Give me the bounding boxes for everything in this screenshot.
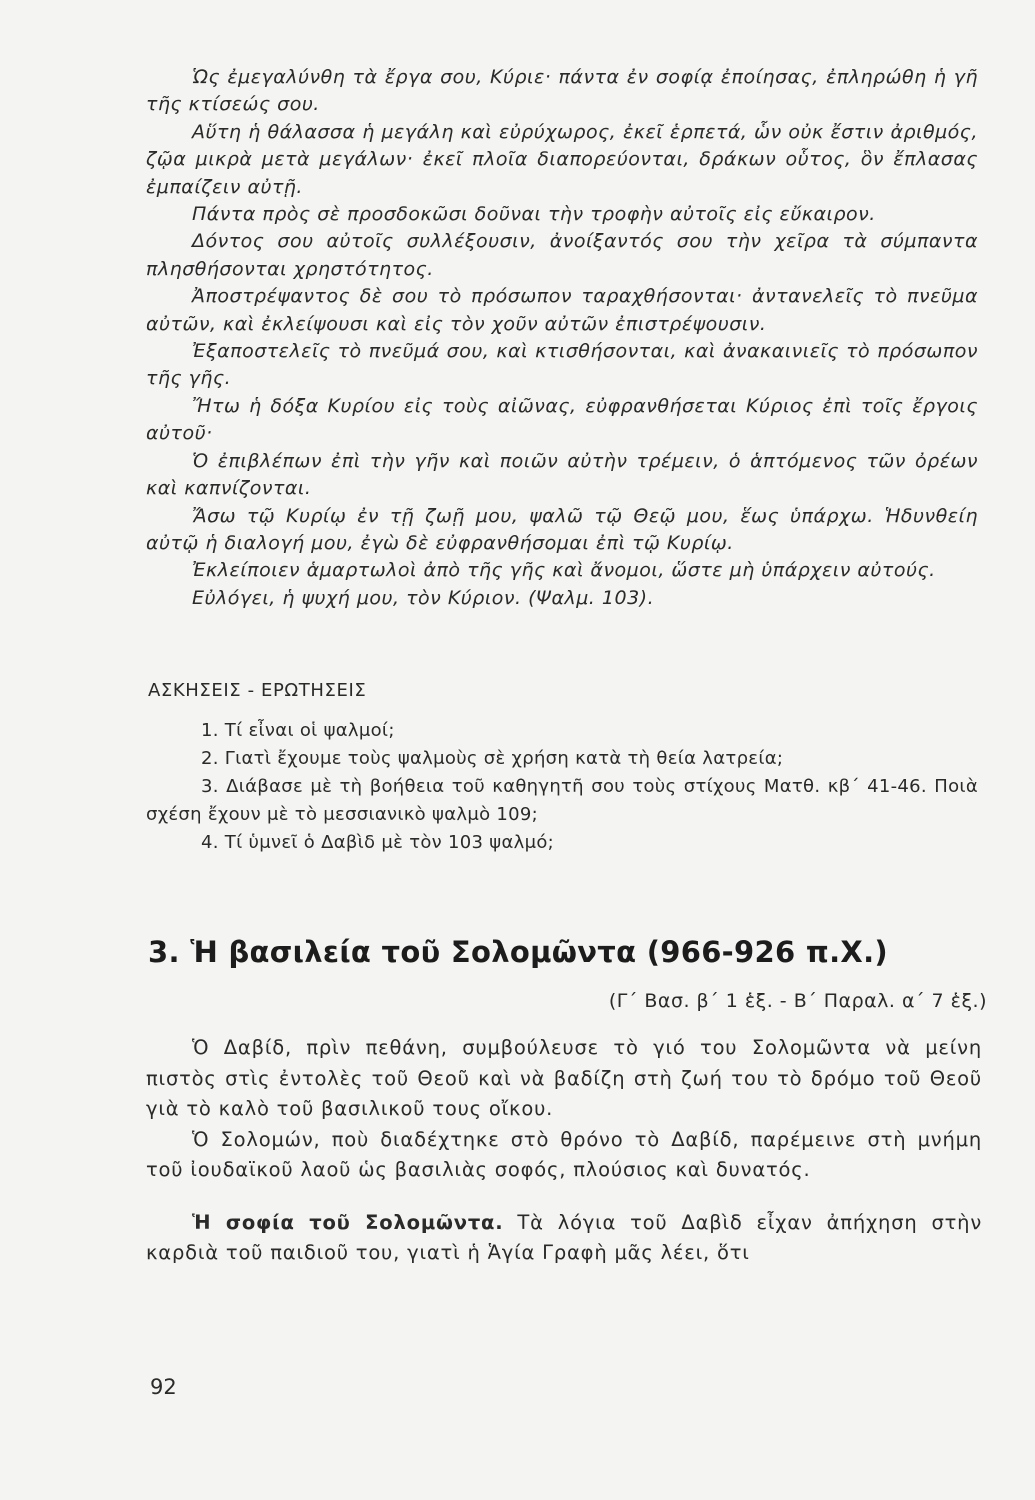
- psalm-verse: Ἄσω τῷ Κυρίῳ ἐν τῇ ζωῇ μου, ψαλῶ τῷ Θεῷ μου, ἕως ὑπάρχω. Ἡδυνθείη αὐτῷ ἡ διαλογή μου, ἐγὼ δὲ εὐφρανθήσομαι ἐπὶ τῷ Κυρίῳ.: [146, 504, 978, 554]
- psalm-verse: Ἤτω ἡ δόξα Κυρίου εἰς τοὺς αἰῶνας, εὐφρανθήσεται Κύριος ἐπὶ τοῖς ἔργοις αὐτοῦ·: [146, 394, 978, 445]
- psalm-verse: Δόντος σου αὐτοῖς συλλέξουσιν, ἀνοίξαντός σου τὴν χεῖρα τὰ σύμπαντα πλησθήσονται χρηστότητος.: [146, 230, 978, 280]
- psalm-verse: Ὡς ἐμεγαλύνθη τὰ ἔργα σου, Κύριε· πάντα ἐν σοφίᾳ ἐποίησας, ἐπληρώθη ἡ γῆ τῆς κτίσεώς σου.: [146, 66, 978, 116]
- subsection-heading: Ἡ σοφία τοῦ Σολομῶντα.: [192, 1210, 504, 1234]
- exercise-item: 4. Τί ὑμνεῖ ὁ Δαβὶδ μὲ τὸν 103 ψαλμό;: [201, 832, 555, 853]
- subsection-text: Τὰ λόγια τοῦ Δαβὶδ εἶχαν ἀπήχηση στὴν καρδιὰ τοῦ παιδιοῦ του, γιατὶ ἡ Ἁγία Γραφὴ μᾶς λέει, ὅτι: [146, 1210, 983, 1264]
- psalm-verse: Αὕτη ἡ θάλασσα ἡ μεγάλη καὶ εὐρύχωρος, ἐκεῖ ἑρπετά, ὧν οὐκ ἔστιν ἀριθμός, ζῷα μικρὰ μετὰ μεγάλων· ἐκεῖ πλοῖα διαπορεύονται, δράκων οὗτος, ὃν ἔπλασας ἐμπαίζειν αὐτῇ.: [146, 120, 978, 198]
- psalm-verse: Πάντα πρὸς σὲ προσδοκῶσι δοῦναι τὴν τροφὴν αὐτοῖς εἰς εὔκαιρον.: [192, 203, 876, 226]
- page-number: 92: [150, 1375, 177, 1399]
- psalm-verse: Εὐλόγει, ἡ ψυχή μου, τὸν Κύριον. (Ψαλμ. 103).: [192, 586, 655, 609]
- exercise-item: 3. Διάβασε μὲ τὴ βοήθεια τοῦ καθηγητῆ σου τοὺς στίχους Ματθ. κβ΄ 41-46. Ποιὰ σχέση ἔχουν μὲ τὸ μεσσιανικὸ ψαλμὸ 109;: [146, 776, 978, 825]
- subsection-paragraph: [146, 1208, 982, 1269]
- exercises-list: [146, 717, 978, 857]
- section-reference: (Γ΄ Βασ. β΄ 1 ἑξ. - Β΄ Παραλ. α΄ 7 ἑξ.): [608, 990, 987, 1012]
- body-paragraph: Ὁ Δαβίδ, πρὶν πεθάνη, συμβούλευσε τὸ γιό του Σολομῶντα νὰ μείνη πιστὸς στὶς ἐντολὲς τοῦ Θεοῦ καὶ νὰ βαδίζη στὴ ζωή του τὸ δρόμο τοῦ Θεοῦ γιὰ τὸ καλὸ τοῦ βασιλικοῦ τους οἴκου.: [146, 1036, 982, 1120]
- exercise-item: 2. Γιατὶ ἔχουμε τοὺς ψαλμοὺς σὲ χρήση κατὰ τὴ θεία λατρεία;: [201, 748, 784, 769]
- psalm-verse: Ἐξαποστελεῖς τὸ πνεῦμά σου, καὶ κτισθήσονται, καὶ ἀνακαινιεῖς τὸ πρόσωπον τῆς γῆς.: [146, 340, 978, 390]
- psalm-verse: Ἐκλείποιεν ἁμαρτωλοὶ ἀπὸ τῆς γῆς καὶ ἄνομοι, ὥστε μὴ ὑπάρχειν αὐτούς.: [192, 559, 936, 582]
- section-title: 3. Ἡ βασιλεία τοῦ Σολομῶντα (966-926 π.Χ.): [148, 935, 888, 969]
- exercises-heading: ΑΣΚΗΣΕΙΣ - ΕΡΩΤΗΣΕΙΣ: [148, 680, 367, 701]
- exercise-item: 1. Τί εἶναι οἱ ψαλμοί;: [201, 720, 395, 741]
- psalm-verse: Ἀποστρέψαντος δὲ σου τὸ πρόσωπον ταραχθήσονται· ἀντανελεῖς τὸ πνεῦμα αὐτῶν, καὶ ἐκλείψουσι καὶ εἰς τὸν χοῦν αὐτῶν ἐπιστρέψουσιν.: [146, 285, 978, 335]
- psalm-excerpt: [146, 64, 978, 612]
- psalm-verse: Ὁ ἐπιβλέπων ἐπὶ τὴν γῆν καὶ ποιῶν αὐτὴν τρέμειν, ὁ ἁπτόμενος τῶν ὀρέων καὶ καπνίζονται.: [146, 449, 978, 500]
- section-body: [146, 1033, 982, 1269]
- body-paragraph: Ὁ Σολομών, ποὺ διαδέχτηκε στὸ θρόνο τὸ Δαβίδ, παρέμεινε στὴ μνήμη τοῦ ἰουδαϊκοῦ λαοῦ ὡς βασιλιὰς σοφός, πλούσιος καὶ δυνατός.: [146, 1127, 982, 1181]
